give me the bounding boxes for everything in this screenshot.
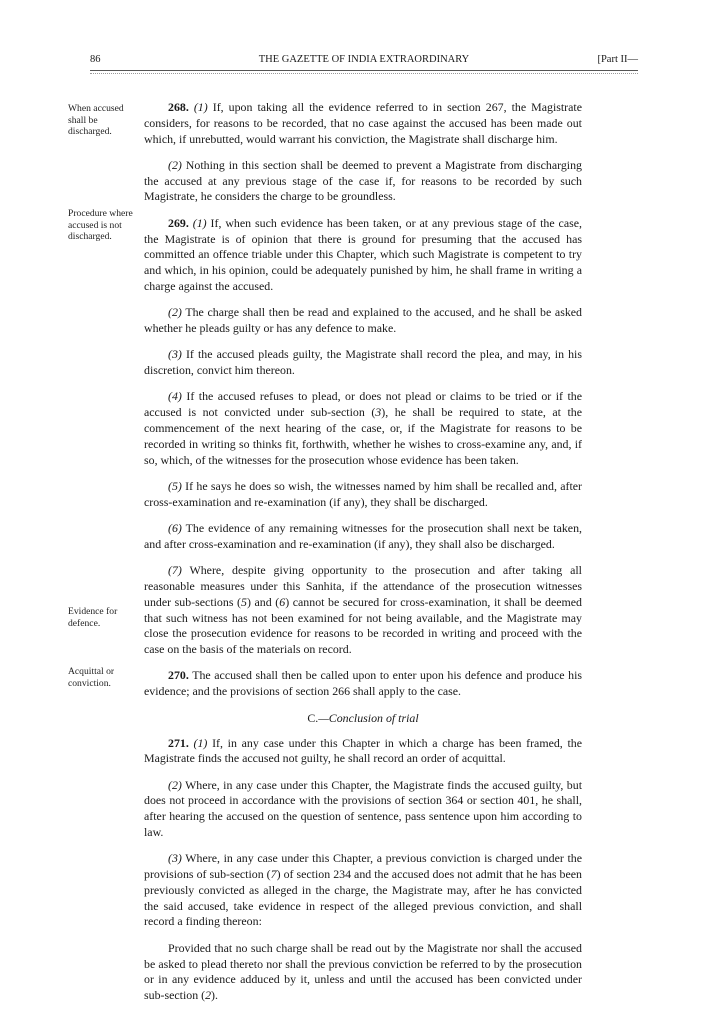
section-number: 269. — [168, 215, 189, 230]
subsection-number: (6) — [168, 521, 182, 536]
margin-note-269: Procedure where accused is not discharged. — [68, 208, 133, 243]
section-text: Provided that no such charge shall be read out by the Magistrate nor shall the accused be asked to plead thereto nor shall the previous conviction be referred to by the prosecution or in any evidence adduced by it, unless and until the accused has been convicted under sub-section ( — [144, 940, 582, 1003]
subsection-number: (5) — [168, 478, 182, 493]
page-header — [90, 54, 638, 68]
section-268-para-2 — [144, 158, 582, 205]
section-text: The accused shall then be called upon to enter upon his defence and produce his evidence; and the provisions of section 266 shall apply to the case. — [144, 668, 582, 699]
section-text: If, in any case under this Chapter in which a charge has been framed, the Magistrate finds the accused not guilty, he shall record an order of acquittal. — [144, 735, 582, 766]
gazette-title: THE GAZETTE OF INDIA EXTRAORDINARY — [258, 54, 470, 65]
section-271-para-1 — [144, 736, 582, 768]
section-number: 271. — [168, 735, 189, 750]
subsection-number: (4) — [168, 389, 182, 404]
margin-note-268: When accused shall be discharged. — [68, 103, 124, 138]
section-text: If the accused pleads guilty, the Magistrate shall record the plea, and may, in his discretion, convict him thereon. — [144, 347, 582, 378]
subsection-number: (2) — [168, 305, 182, 320]
section-text: If, when such evidence has been taken, or at any previous stage of the case, the Magistrate is of opinion that there is ground for presuming that the accused has committed an offence triable under this Chapter, which such Magistrate is competent to try and which, in his opinion, could be adequately punished by him, he shall frame in writing a charge against the accused. — [144, 215, 582, 293]
section-text: The evidence of any remaining witnesses for the prosecution shall next be taken, and after cross-examination and re-examination (if any), they shall also be discharged. — [144, 521, 582, 551]
section-270-para — [144, 668, 582, 700]
subsection-number: (7) — [168, 563, 182, 578]
section-269-para-2 — [144, 305, 582, 337]
subsection-number: (1) — [193, 735, 208, 750]
section-269-para-1 — [144, 216, 582, 295]
section-text: ), he shall be required to state, at the commencement of the next hearing of the case, or, if the Magistrate for reasons to be recorded in writing so thinks fit, forthwith, whether he wishes to cross-examine any, and, if so, which, of the witnesses for the prosecution whose evidence has been taken. — [144, 405, 582, 467]
section-text: Nothing in this section shall be deemed to prevent a Magistrate from discharging the accused at any previous stage of the case if, for reasons to be recorded by such Magistrate, he considers the charge to be groundless. — [144, 157, 582, 204]
section-text: ) and ( — [246, 594, 280, 609]
subsection-reference: 6 — [279, 594, 286, 609]
margin-note-271: Acquittal or conviction. — [68, 666, 115, 689]
section-number: 268. — [168, 100, 189, 114]
section-text: Where, in any case under this Chapter, a previous conviction is charged under the provisions of sub-section ( — [144, 851, 582, 882]
section-text: ) of section 234 and the accused does not admit that he has been previously convicted as alleged in the charge, the Magistrate may, after he has convicted the said accused, take evidence in respect of the alleged previous conviction, and shall record a finding thereon: — [144, 867, 582, 929]
section-text: Where, despite giving opportunity to the prosecution and after taking all reasonable measures under this Sanhita, if the attendance of the prosecution witnesses under sub-sections ( — [144, 563, 582, 609]
subsection-number: (1) — [192, 215, 207, 230]
page-number: 86 — [90, 54, 101, 65]
subsection-reference: 2 — [205, 988, 212, 1003]
document-body — [144, 100, 582, 1014]
section-268-para-1 — [144, 100, 582, 147]
section-text: ). — [211, 988, 218, 1003]
subheading-conclusion-of-trial — [144, 711, 582, 726]
section-text: Where, in any case under this Chapter, the Magistrate finds the accused guilty, but does not proceed in accordance with the provisions of section 364 or section 401, he shall, after hearing the accused on the question of sentence, pass sentence upon him according to law. — [144, 777, 582, 839]
subheading-text: —Conclusion of trial — [318, 710, 419, 725]
subsection-number: (2) — [168, 157, 182, 172]
section-text: If, upon taking all the evidence referred to in section 267, the Magistrate considers, for reasons to be recorded, that no case against the accused has been made out which, if unrebutted, would warrant his conviction, the Magistrate shall discharge him. — [144, 100, 582, 146]
section-269-para-5 — [144, 479, 582, 511]
subsection-number: (1) — [193, 100, 208, 114]
subsection-reference: 3 — [375, 405, 382, 420]
header-rule-dotted — [90, 73, 638, 74]
subsection-number: (3) — [168, 851, 182, 866]
section-269-para-6 — [144, 521, 582, 553]
margin-note-270: Evidence for defence. — [68, 606, 118, 629]
section-text: If the accused refuses to plead, or does not plead or claims to be tried or if the accused is not convicted under sub-section ( — [144, 389, 582, 420]
section-269-para-3 — [144, 347, 582, 379]
subsection-reference: 5 — [241, 594, 247, 609]
subsection-number: (2) — [168, 777, 182, 792]
section-271-para-3 — [144, 851, 582, 930]
part-label: [Part II— — [597, 54, 638, 65]
subsection-reference: 7 — [270, 867, 277, 882]
section-text: The charge shall then be read and explained to the accused, and he shall be asked whether he pleads guilty or has any defence to make. — [144, 305, 582, 336]
section-number: 270. — [168, 668, 189, 683]
section-text: ) cannot be secured for cross-examination, it shall be deemed that such witness has not been examined for not being available, and the Magistrate may close the prosecution evidence for reasons to be recorded in writing and proceed with the case on the basis of the materials on record. — [144, 594, 582, 657]
section-271-proviso — [144, 941, 582, 1004]
section-269-para-7 — [144, 563, 582, 658]
section-269-para-4 — [144, 389, 582, 468]
section-text: If he says he does so wish, the witnesses named by him shall be recalled and, after cross-examination and re-examination (if any), they shall be discharged. — [144, 478, 582, 509]
subheading-prefix: C. — [307, 710, 319, 725]
header-rule — [90, 70, 638, 71]
section-271-para-2 — [144, 778, 582, 841]
subsection-number: (3) — [168, 347, 182, 362]
